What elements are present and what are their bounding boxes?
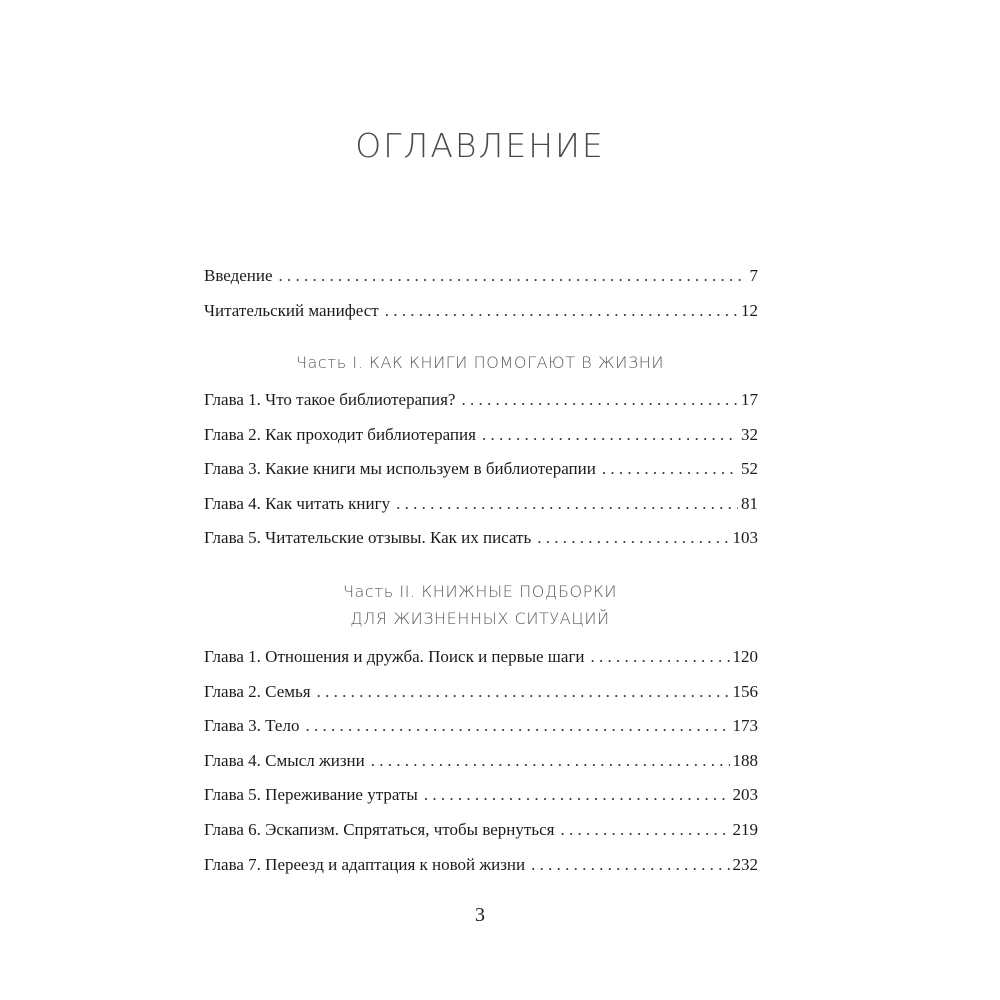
toc-entry-page: 219 [732,819,758,839]
part-1-list [204,383,758,556]
toc-entry-label: Глава 6. Эскапизм. Спрятаться, чтобы вернуться [204,819,555,839]
toc-entry[interactable] [204,709,758,744]
leader-dots [482,418,738,453]
toc-entry-page: 120 [732,647,758,666]
toc-entry-label: Введение [204,266,273,285]
toc-entry[interactable] [204,452,758,487]
leader-dots [424,778,730,813]
part-2-list [204,640,758,882]
toc-entry-page: 17 [741,390,758,409]
toc-entry-label: Глава 1. Что такое библиотерапия? [204,390,456,409]
leader-dots [396,487,738,522]
toc-entry-page: 7 [749,266,758,285]
toc-entry[interactable] [204,744,758,779]
toc-entry[interactable] [204,813,758,848]
toc-entry-page: 32 [741,424,758,444]
toc-entry[interactable] [204,521,758,556]
toc-entry[interactable] [204,487,758,522]
toc-entry[interactable] [204,848,758,883]
leader-dots [560,813,729,848]
leader-dots [317,675,730,710]
toc-entry-label: Глава 7. Переезд и адаптация к новой жизни [204,854,526,874]
leader-dots [385,294,738,329]
toc-entry-page: 173 [732,716,758,736]
toc-entry[interactable] [204,383,758,418]
toc-entry-page: 103 [732,528,758,548]
toc-entry-page: 188 [732,750,758,770]
toc-entry-label: Глава 2. Семья [204,681,311,701]
toc-entry-label: Глава 4. Как читать книгу [204,493,391,513]
toc-entry[interactable] [204,640,758,675]
leader-dots [602,452,738,487]
toc-entry[interactable] [204,259,758,294]
leader-dots [537,521,729,556]
toc-entry-page: 156 [732,681,758,701]
leader-dots [591,640,730,675]
toc-entry-label: Глава 5. Переживание утраты [204,785,418,805]
toc-entry-page: 232 [732,854,758,874]
toc-entry-label: Глава 3. Какие книги мы используем в библиотерапии [204,459,596,479]
toc-entry-page: 81 [741,493,758,513]
leader-dots [461,383,738,418]
toc-entry-label: Глава 1. Отношения и дружба. Поиск и первые шаги [204,647,585,666]
toc-entry[interactable] [204,778,758,813]
toc-entry-label: Глава 2. Как проходит библиотерапия [204,424,476,444]
page-number: 3 [475,904,485,926]
toc-entry-label: Глава 3. Тело [204,716,300,736]
page-title: ОГЛАВЛЕНИЕ [355,126,605,165]
toc-entry-label: Глава 4. Смысл жизни [204,750,365,770]
leader-dots [531,848,729,883]
leader-dots [371,744,730,779]
leader-dots [305,709,729,744]
toc-entry-page: 52 [741,459,758,479]
toc-entry[interactable] [204,418,758,453]
toc-entry-label: Читательский манифест [204,300,379,320]
front-matter-list [204,259,758,328]
leader-dots [279,259,747,294]
toc-entry-page: 203 [732,785,758,805]
toc-entry-label: Глава 5. Читательские отзывы. Как их писать [204,528,532,548]
part-2-heading-line-1: Часть II. КНИЖНЫЕ ПОДБОРКИ [342,582,618,601]
part-1-heading: Часть I. КАК КНИГИ ПОМОГАЮТ В ЖИЗНИ [295,353,665,372]
part-2-heading-line-2: ДЛЯ ЖИЗНЕННЫХ СИТУАЦИЙ [350,609,610,628]
toc-entry-page: 12 [741,300,758,320]
toc-entry[interactable] [204,294,758,329]
toc-entry[interactable] [204,675,758,710]
